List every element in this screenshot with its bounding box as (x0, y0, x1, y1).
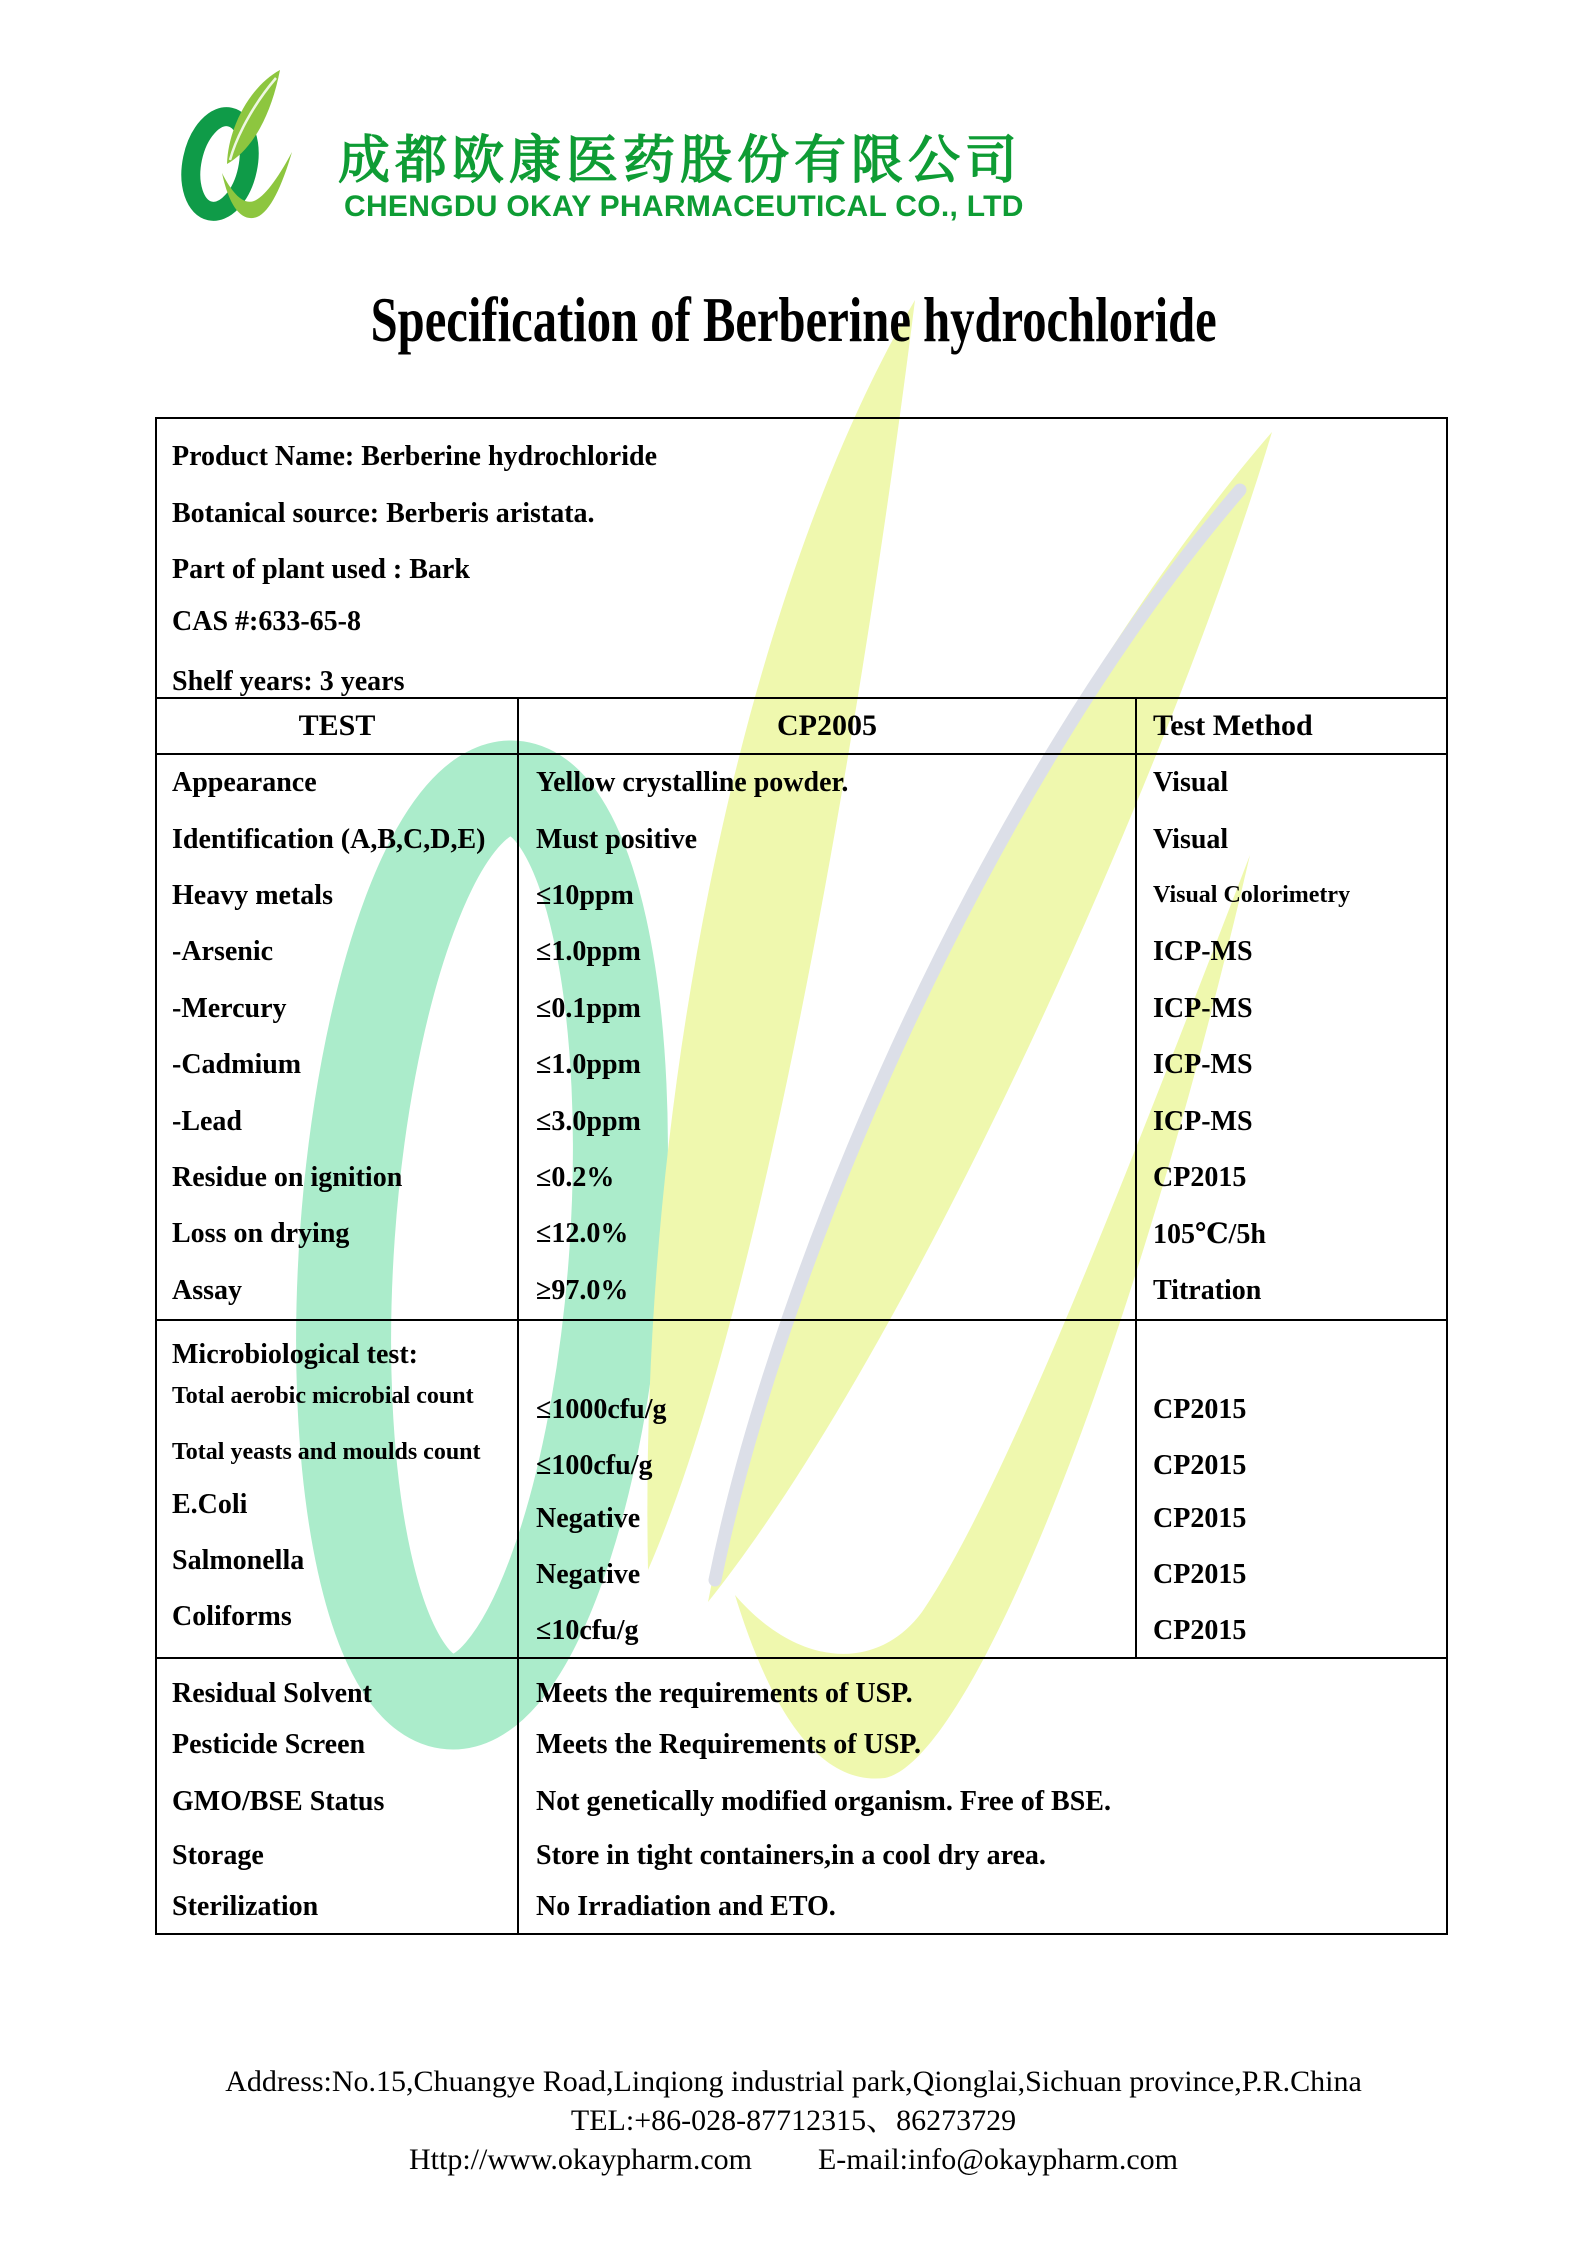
test-method: Visual (1135, 755, 1446, 811)
spec-value: ≤1000cfu/g (536, 1394, 667, 1425)
spec-value: Meets the Requirements of USP. (536, 1729, 921, 1760)
spec-value: Yellow crystalline powder. (517, 755, 1135, 811)
footer-tel: TEL:+86-028-87712315、86273729 (570, 2104, 1017, 2137)
test-method: ICP-MS (1135, 981, 1446, 1037)
test-method: Titration (1135, 1263, 1446, 1319)
micro-spec-values (517, 1321, 1135, 1657)
test-method: CP2015 (1135, 1150, 1446, 1206)
column-header-method: Test Method (1135, 699, 1446, 753)
page-title: Specification of Berberine hydrochloride (370, 284, 1217, 355)
test-name: Identification (A,B,C,D,E) (172, 823, 486, 855)
spec-value: Negative (536, 1559, 641, 1590)
test-name: Residue on ignition (172, 1161, 403, 1193)
spec-value: Not genetically modified organism. Free of BSE. (536, 1786, 1111, 1817)
test-name: -Mercury (172, 992, 287, 1024)
table-body (157, 755, 1446, 1319)
test-method: 105℃/5h (1135, 1206, 1446, 1262)
spec-value: ≤10cfu/g (536, 1615, 639, 1646)
test-method: CP2015 (1153, 1615, 1247, 1646)
test-name: Sterilization (172, 1891, 319, 1922)
general-test-names (157, 1659, 517, 1933)
general-spec-values (517, 1659, 1446, 1933)
company-name-chinese: 成都欧康医药股份有限公司 (338, 132, 1023, 190)
test-method: ICP-MS (1135, 924, 1446, 980)
spec-value: Negative (536, 1503, 641, 1534)
footer-contact-block (0, 2062, 1587, 2179)
spec-value: Meets the requirements of USP. (536, 1678, 913, 1709)
specification-table (155, 417, 1448, 1935)
test-name: -Arsenic (172, 936, 274, 968)
test-method: CP2015 (1153, 1450, 1247, 1481)
test-name: Appearance (172, 767, 317, 799)
test-name: E.Coli (172, 1489, 248, 1520)
product-info-line: CAS #:633-65-8 (172, 606, 361, 637)
test-method: Visual Colorimetry (1135, 868, 1446, 924)
test-name: GMO/BSE Status (172, 1786, 385, 1817)
test-name: Total aerobic microbial count (172, 1382, 474, 1409)
test-name: Loss on drying (172, 1218, 350, 1250)
test-name: Total yeasts and moulds count (172, 1438, 481, 1465)
spec-value: ≤1.0ppm (517, 924, 1135, 980)
test-name: Residual Solvent (172, 1678, 372, 1709)
product-info-section (157, 419, 1446, 697)
product-info-line: Botanical source: Berberis aristata. (172, 498, 595, 529)
test-method: Visual (1135, 811, 1446, 867)
spec-value: ≤3.0ppm (517, 1093, 1135, 1149)
spec-value: Must positive (517, 811, 1135, 867)
spec-value: ≤12.0% (517, 1206, 1135, 1262)
table-header-row (157, 697, 1446, 755)
general-section (157, 1657, 1446, 1933)
test-name: Pesticide Screen (172, 1729, 366, 1760)
company-name-english: CHENGDU OKAY PHARMACEUTICAL CO., LTD (344, 190, 1024, 223)
test-method: ICP-MS (1135, 1037, 1446, 1093)
product-info-line: Part of plant used : Bark (172, 554, 470, 585)
test-method: CP2015 (1153, 1559, 1247, 1590)
column-header-cp2005: CP2005 (517, 699, 1135, 753)
test-method: CP2015 (1153, 1503, 1247, 1534)
microbiological-section (157, 1319, 1446, 1657)
product-info-line: Product Name: Berberine hydrochloride (172, 441, 658, 472)
test-method: CP2015 (1153, 1394, 1247, 1425)
footer-web-line (0, 2140, 1587, 2179)
test-method: ICP-MS (1135, 1093, 1446, 1149)
footer-website: Http://www.okaypharm.com (408, 2143, 752, 2176)
spec-value: ≤10ppm (517, 868, 1135, 924)
test-name: -Lead (172, 1105, 242, 1137)
micro-test-names (157, 1321, 517, 1657)
footer-address: Address:No.15,Chuangye Road,Linqiong industrial park,Qionglai,Sichuan province,P.R.China (225, 2065, 1362, 2098)
spec-value: No Irradiation and ETO. (536, 1891, 836, 1922)
spec-value: Store in tight containers,in a cool dry area. (536, 1840, 1046, 1871)
test-name: Heavy metals (172, 879, 333, 911)
micro-test-methods (1135, 1321, 1446, 1657)
micro-section-heading: Microbiological test: (172, 1339, 418, 1370)
test-name: Salmonella (172, 1545, 305, 1576)
spec-value: ≤1.0ppm (517, 1037, 1135, 1093)
test-name: Storage (172, 1840, 264, 1871)
company-logo-icon (172, 58, 304, 236)
spec-value: ≥97.0% (517, 1263, 1135, 1319)
product-info-line: Shelf years: 3 years (172, 666, 405, 697)
column-header-test: TEST (298, 709, 376, 742)
test-name: Assay (172, 1274, 243, 1306)
footer-email: E-mail:info@okaypharm.com (817, 2143, 1179, 2176)
spec-value: ≤0.1ppm (517, 981, 1135, 1037)
spec-value: ≤0.2% (517, 1150, 1135, 1206)
test-name: -Cadmium (172, 1049, 302, 1081)
spec-value: ≤100cfu/g (536, 1450, 653, 1481)
test-name: Coliforms (172, 1601, 292, 1632)
